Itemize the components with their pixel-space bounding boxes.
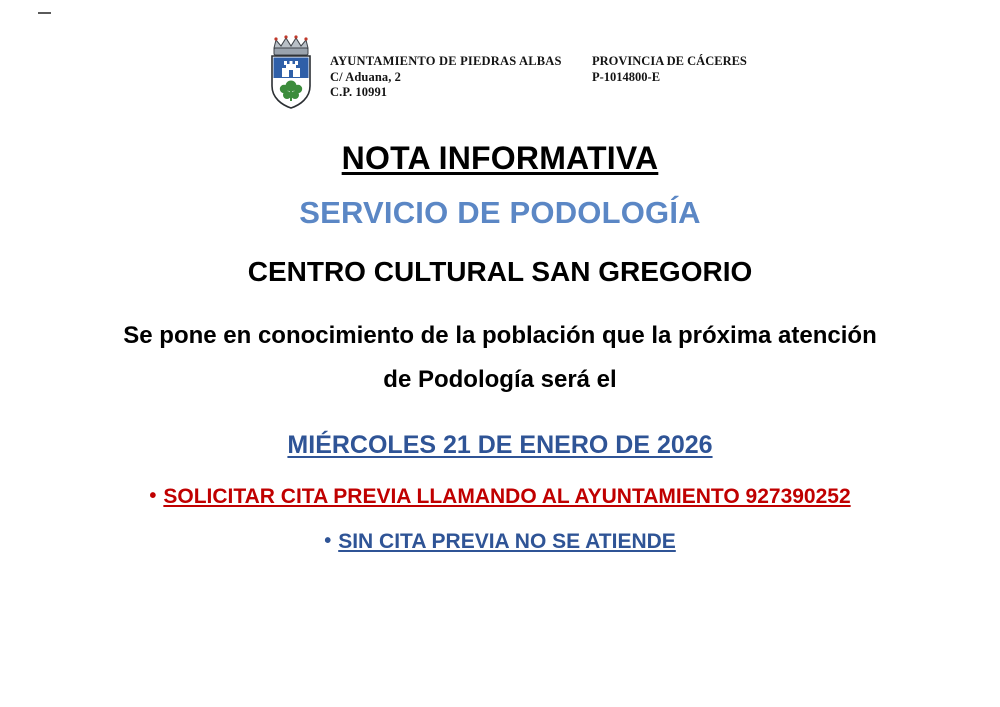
bullet-text-appointment-phone: SOLICITAR CITA PREVIA LLAMANDO AL AYUNTAMIENTO 927390252 bbox=[163, 485, 851, 508]
letterhead-left-block bbox=[330, 54, 562, 101]
document-body bbox=[0, 136, 1000, 560]
bullet-dot-icon: • bbox=[324, 530, 332, 552]
venue-heading: CENTRO CULTURAL SAN GREGORIO bbox=[247, 256, 753, 287]
province-name: PROVINCIA DE CÁCERES bbox=[592, 54, 747, 68]
list-item bbox=[0, 525, 1000, 558]
town-hall-name: AYUNTAMIENTO DE PIEDRAS ALBAS bbox=[330, 54, 562, 68]
document-title-text: NOTA INFORMATIVA bbox=[341, 140, 659, 176]
scan-artifact-mark bbox=[38, 12, 51, 14]
document-title bbox=[0, 136, 1000, 180]
announcement-line-1: Se pone en conocimiento de la población que la próxima atención bbox=[123, 322, 877, 349]
coat-of-arms-icon bbox=[262, 34, 320, 110]
town-hall-postcode: C.P. 10991 bbox=[330, 85, 388, 99]
bullet-text-no-appointment: SIN CITA PREVIA NO SE ATIENDE bbox=[338, 530, 676, 553]
appointment-date-text: MIÉRCOLES 21 DE ENERO DE 2026 bbox=[287, 431, 713, 459]
tax-id: P-1014800-E bbox=[592, 69, 661, 84]
service-heading: SERVICIO DE PODOLOGÍA bbox=[299, 195, 701, 230]
announcement-paragraph bbox=[35, 314, 965, 402]
announcement-line-2: de Podología será el bbox=[383, 366, 617, 393]
appointment-date bbox=[0, 426, 1000, 464]
list-item bbox=[0, 480, 1000, 513]
letterhead-right-block bbox=[592, 54, 747, 85]
bullet-dot-icon: • bbox=[149, 485, 157, 507]
town-hall-street: C/ Aduana, 2 bbox=[330, 69, 402, 84]
letterhead bbox=[262, 34, 762, 112]
